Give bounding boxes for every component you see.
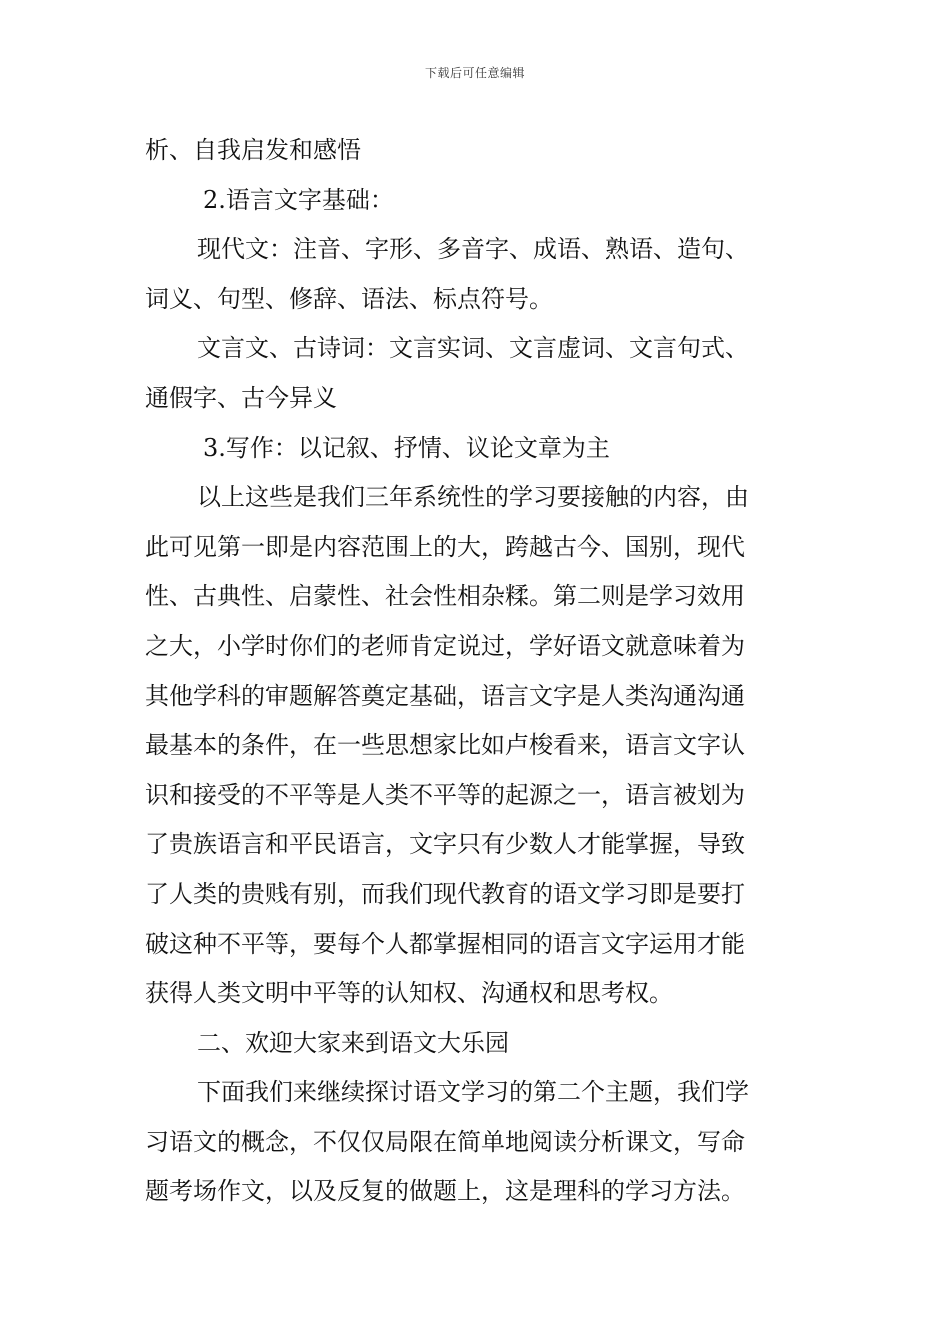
text-line: 最基本的条件，在一些思想家比如卢梭看来，语言文字认: [145, 731, 745, 760]
text-line: 之大，小学时你们的老师肯定说过，学好语文就意味着为: [145, 631, 745, 660]
text-line: 通假字、古今异义: [145, 383, 337, 412]
text-line: 下面我们来继续探讨语文学习的第二个主题，我们学: [197, 1078, 749, 1107]
text-line: 习语文的概念，不仅仅局限在简单地阅读分析课文，写命: [145, 1127, 745, 1156]
text-line: 性、古典性、启蒙性、社会性相杂糅。第二则是学习效用: [145, 582, 745, 611]
text-line: 识和接受的不平等是人类不平等的起源之一，语言被划为: [145, 780, 745, 809]
text-line: 了贵族语言和平民语言，文字只有少数人才能掌握，导致: [145, 830, 745, 859]
text-line: 析、自我启发和感悟: [145, 136, 361, 164]
text-line: 词义、句型、修辞、语法、标点符号。: [145, 284, 553, 313]
document-body: [145, 126, 810, 1217]
text-line: 题考场作文，以及反复的做题上，这是理科的学习方法。: [145, 1177, 745, 1206]
text-line: 其他学科的审题解答奠定基础，语言文字是人类沟通沟通: [145, 681, 745, 710]
page-header: 下载后可任意编辑: [424, 66, 525, 80]
text-line: 获得人类文明中平等的认知权、沟通权和思考权。: [145, 979, 673, 1008]
text-line: 以上这些是我们三年系统性的学习要接触的内容，由: [197, 483, 749, 512]
text-line: 文言文、古诗词：文言实词、文言虚词、文言句式、: [197, 334, 749, 363]
text-line: 此可见第一即是内容范围上的大，跨越古今、国别，现代: [145, 532, 745, 561]
text-line: 破这种不平等，要每个人都掌握相同的语言文字运用才能: [145, 929, 745, 958]
section-heading-language-basics: 2.语言文字基础：: [203, 185, 394, 214]
section-heading-welcome: 二、欢迎大家来到语文大乐园: [197, 1028, 509, 1057]
text-line: 现代文：注音、字形、多音字、成语、熟语、造句、: [197, 235, 749, 264]
section-heading-writing: 3.写作：以记叙、抒情、议论文章为主: [203, 433, 610, 462]
text-line: 了人类的贵贱有别，而我们现代教育的语文学习即是要打: [145, 879, 745, 908]
